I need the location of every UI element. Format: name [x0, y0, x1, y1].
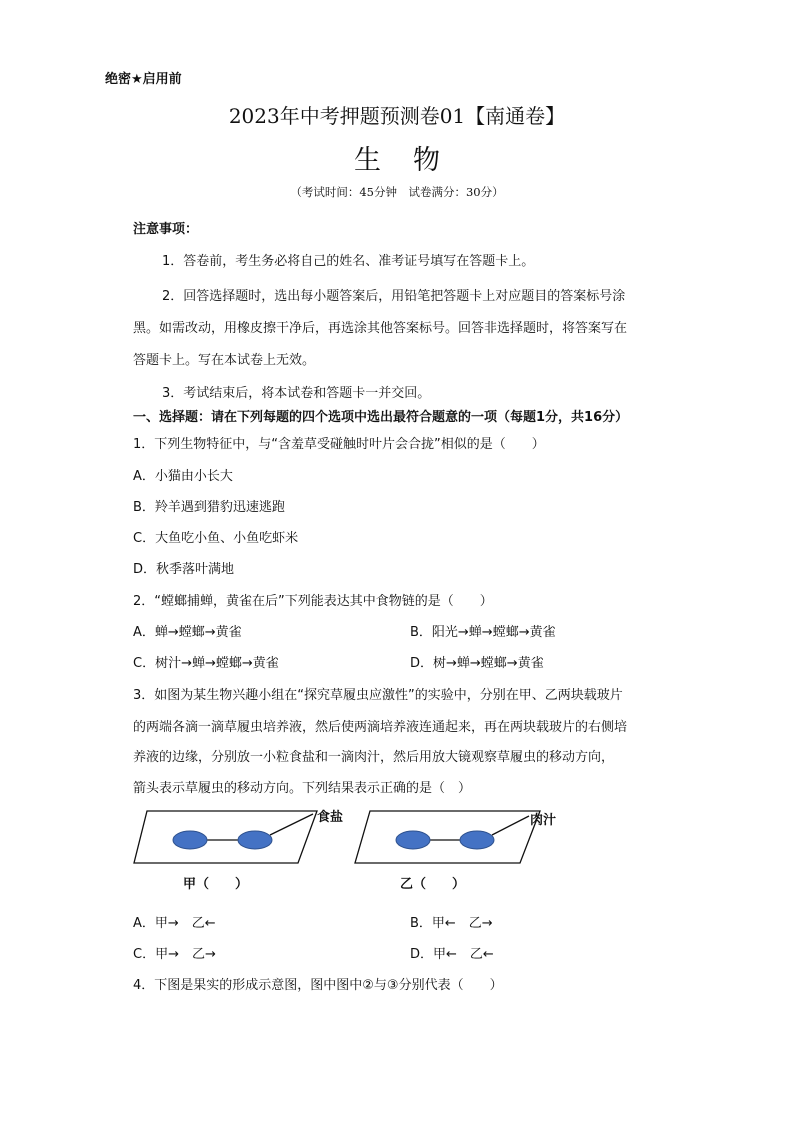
q2-stem: 2．“螳螂捕蝉，黄雀在后”下列能表达其中食物链的是（ ）	[133, 594, 493, 609]
secret-mark: 绝密★启用前	[105, 72, 182, 87]
q1-option-c: C．大鱼吃小鱼、小鱼吃虾米	[133, 531, 299, 546]
slide-jia	[134, 809, 343, 892]
paramecium-slides-figure	[125, 802, 585, 902]
q2-option-b: B．阳光→蝉→螳螂→黄雀	[410, 625, 556, 640]
label-salt: 食盐	[317, 810, 344, 825]
slide-jia-drop-left	[173, 831, 207, 849]
q2-option-d: D．树→蝉→螳螂→黄雀	[410, 656, 544, 671]
caption-jia: 甲（ ）	[183, 877, 249, 892]
q2-option-a: A．蝉→螳螂→黄雀	[133, 625, 242, 640]
q3-line-4: 箭头表示草履虫的移动方向。下列结果表示正确的是（ ）	[133, 781, 472, 796]
q1-stem: 1．下列生物特征中，与“含羞草受碰触时叶片会合拢”相似的是（ ）	[133, 437, 545, 452]
q3-line-1: 3．如图为某生物兴趣小组在“探究草履虫应激性”的实验中，分别在甲、乙两块载玻片	[133, 688, 623, 703]
section-1-heading: 一、选择题：请在下列每题的四个选项中选出最符合题意的一项（每题1分，共16分）	[133, 410, 629, 425]
notice-item-2-line-1: 2．回答选择题时，选出每小题答案后，用铅笔把答题卡上对应题目的答案标号涂	[162, 289, 626, 304]
exam-title: 2023年中考押题预测卷01【南通卷】	[228, 104, 566, 128]
slide-jia-drop-right	[238, 831, 272, 849]
q3-option-d: D．甲← 乙←	[410, 947, 494, 962]
q3-option-a: A．甲→ 乙←	[133, 916, 216, 931]
notice-item-1: 1．答卷前，考生务必将自己的姓名、准考证号填写在答题卡上。	[162, 254, 535, 269]
q1-option-d: D．秋季落叶满地	[133, 562, 235, 577]
caption-yi: 乙（ ）	[400, 877, 466, 892]
notice-heading: 注意事项：	[133, 222, 199, 237]
label-juice: 肉汁	[530, 813, 557, 828]
q1-option-a: A．小猫由小长大	[133, 469, 233, 484]
slide-jia-outline	[134, 811, 317, 863]
slide-yi-outline	[355, 811, 540, 863]
slide-jia-pointer	[270, 814, 313, 835]
slide-yi	[355, 811, 556, 892]
subject-title: 生物	[354, 145, 472, 176]
q3-line-2: 的两端各滴一滴草履虫培养液，然后使两滴培养液连通起来，再在两块载玻片的右侧培	[133, 720, 628, 735]
notice-item-2-line-3: 答题卡上。写在本试卷上无效。	[133, 353, 316, 368]
slide-yi-drop-right	[460, 831, 494, 849]
notice-item-2-line-2: 黑。如需改动，用橡皮擦干净后，再选涂其他答案标号。回答非选择题时，将答案写在	[133, 321, 628, 336]
q3-option-b: B．甲← 乙→	[410, 916, 493, 931]
exam-info: （考试时间：45分钟 试卷满分：30分）	[290, 185, 504, 199]
slide-yi-drop-left	[396, 831, 430, 849]
q2-option-c: C．树汁→蝉→螳螂→黄雀	[133, 656, 279, 671]
slide-yi-pointer	[492, 816, 529, 835]
q3-option-c: C．甲→ 乙→	[133, 947, 216, 962]
q1-option-b: B．羚羊遇到猎豹迅速逃跑	[133, 500, 285, 515]
notice-item-3: 3．考试结束后，将本试卷和答题卡一并交回。	[162, 386, 431, 401]
q4-stem: 4．下图是果实的形成示意图，图中图中②与③分别代表（ ）	[133, 978, 503, 993]
q3-line-3: 养液的边缘，分别放一小粒食盐和一滴肉汁，然后用放大镜观察草履虫的移动方向，	[133, 750, 615, 765]
